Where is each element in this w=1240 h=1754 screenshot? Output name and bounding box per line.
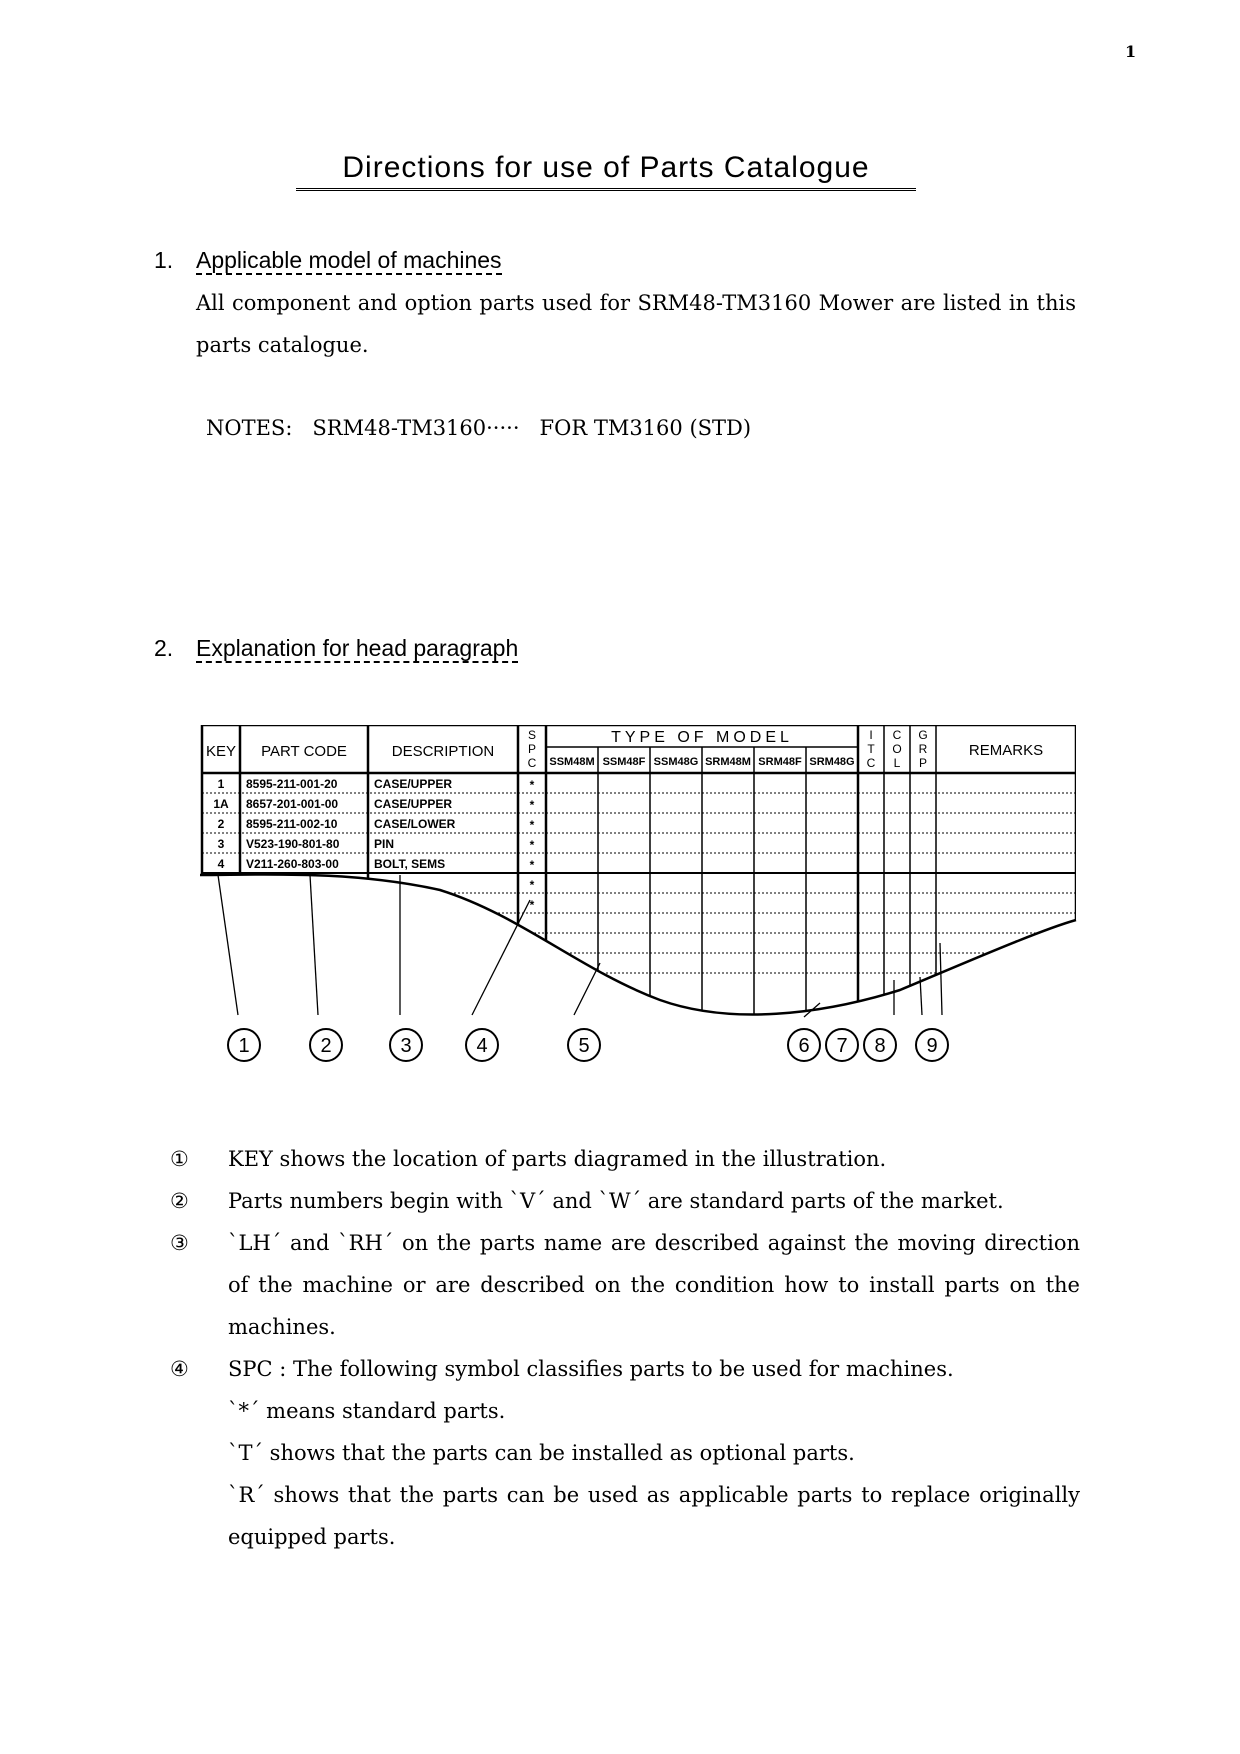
head-paragraph-diagram <box>200 725 1080 1085</box>
section-2-number: 2. <box>154 635 174 661</box>
explanation-text-3: `LH´ and `RH´ on the parts name are described against the moving direction of the machine or are described on the condition how to install parts on the machines. <box>228 1231 1080 1339</box>
section-1-notes: NOTES: SRM48-TM3160····· FOR TM3160 (STD) <box>206 416 752 440</box>
row-2-description: CASE/UPPER <box>374 797 453 811</box>
row-1-key: 1 <box>217 777 225 791</box>
callout-1: 1 <box>238 1035 250 1057</box>
callout-2: 2 <box>320 1035 332 1057</box>
section-1-heading <box>154 245 502 275</box>
spc-replacement-note: `R´ shows that the parts can be used as applicable parts to replace originally equipped parts. <box>228 1483 1080 1549</box>
explanation-list <box>170 1138 1080 1558</box>
explanation-item-1 <box>170 1138 1080 1180</box>
row-7-spc: * <box>529 898 535 912</box>
row-4-part-code: V523-190-801-80 <box>246 837 340 851</box>
header-grp-p: P <box>918 756 928 770</box>
header-grp-r: R <box>918 742 928 756</box>
explanation-item-4 <box>170 1348 1080 1390</box>
header-grp-g: G <box>918 728 928 742</box>
spc-optional-note: `T´ shows that the parts can be installed as optional parts. <box>228 1441 855 1465</box>
section-1-title: Applicable model of machines <box>196 247 502 273</box>
header-col-l: L <box>893 756 901 770</box>
page-number: 1 <box>1125 42 1137 61</box>
header-key: KEY <box>205 743 237 760</box>
explanation-item-3 <box>170 1222 1080 1348</box>
section-1-number: 1. <box>154 247 174 273</box>
row-4-key: 3 <box>217 837 225 851</box>
callout-9: 9 <box>926 1035 938 1057</box>
header-model-5: SRM48F <box>758 756 802 768</box>
row-3-part-code: 8595-211-002-10 <box>246 817 338 831</box>
explanation-mark-3: ③ <box>170 1231 189 1255</box>
callout-5: 5 <box>578 1035 590 1057</box>
callout-6: 6 <box>798 1035 810 1057</box>
row-2-key: 1A <box>213 797 229 811</box>
explanation-mark-2: ② <box>170 1189 189 1213</box>
section-2-title: Explanation for head paragraph <box>196 635 519 661</box>
header-itc-c: C <box>866 756 876 770</box>
header-itc-i: I <box>869 728 873 742</box>
header-remarks: REMARKS <box>968 742 1044 759</box>
callout-8: 8 <box>874 1035 886 1057</box>
row-4-description: PIN <box>374 837 395 851</box>
explanation-text-4: SPC : The following symbol classifies parts to be used for machines. <box>228 1357 954 1381</box>
section-2-heading <box>154 633 518 663</box>
header-part-code: PART CODE <box>261 743 347 760</box>
header-model-2: SSM48F <box>602 756 646 768</box>
row-5-spc: * <box>529 858 535 872</box>
header-model-3: SSM48G <box>653 756 699 768</box>
spc-standard-note: `*´ means standard parts. <box>228 1399 506 1423</box>
row-3-description: CASE/LOWER <box>374 817 456 831</box>
header-model-4: SRM48M <box>705 756 751 768</box>
row-3-spc: * <box>529 818 535 832</box>
row-1-spc: * <box>529 778 535 792</box>
row-5-description: BOLT, SEMS <box>374 857 446 871</box>
row-1-description: CASE/UPPER <box>374 777 453 791</box>
row-1-part-code: 8595-211-001-20 <box>246 777 338 791</box>
header-spc-c: C <box>527 756 537 770</box>
callout-7: 7 <box>836 1035 848 1057</box>
row-3-key: 2 <box>217 817 225 831</box>
header-spc-p: P <box>527 742 537 756</box>
header-type-of-model: TYPE OF MODEL <box>611 729 793 746</box>
explanation-text-2: Parts numbers begin with `V´ and `W´ are standard parts of the market. <box>228 1189 1004 1213</box>
header-itc-t: T <box>867 742 875 756</box>
explanation-mark-4: ④ <box>170 1357 189 1381</box>
row-4-spc: * <box>529 838 535 852</box>
section-1-body: All component and option parts used for SRM48-TM3160 Mower are listed in this parts catalogue. <box>196 291 1076 357</box>
row-5-part-code: V211-260-803-00 <box>246 857 339 871</box>
row-6-spc: * <box>529 878 535 892</box>
header-col-o: O <box>892 742 902 756</box>
header-model-6: SRM48G <box>809 756 855 768</box>
header-description: DESCRIPTION <box>391 743 495 760</box>
explanation-item-2 <box>170 1180 1080 1222</box>
explanation-mark-1: ① <box>170 1147 189 1171</box>
page-title: Directions for use of Parts Catalogue <box>296 150 916 191</box>
header-model-1: SSM48M <box>549 756 595 768</box>
callout-3: 3 <box>400 1035 412 1057</box>
row-5-key: 4 <box>217 857 225 871</box>
row-2-spc: * <box>529 798 535 812</box>
header-spc-s: S <box>527 728 537 742</box>
row-2-part-code: 8657-201-001-00 <box>246 797 339 811</box>
header-col-c: C <box>892 728 902 742</box>
callout-4: 4 <box>476 1035 488 1057</box>
explanation-text-1: KEY shows the location of parts diagramed in the illustration. <box>228 1147 887 1171</box>
